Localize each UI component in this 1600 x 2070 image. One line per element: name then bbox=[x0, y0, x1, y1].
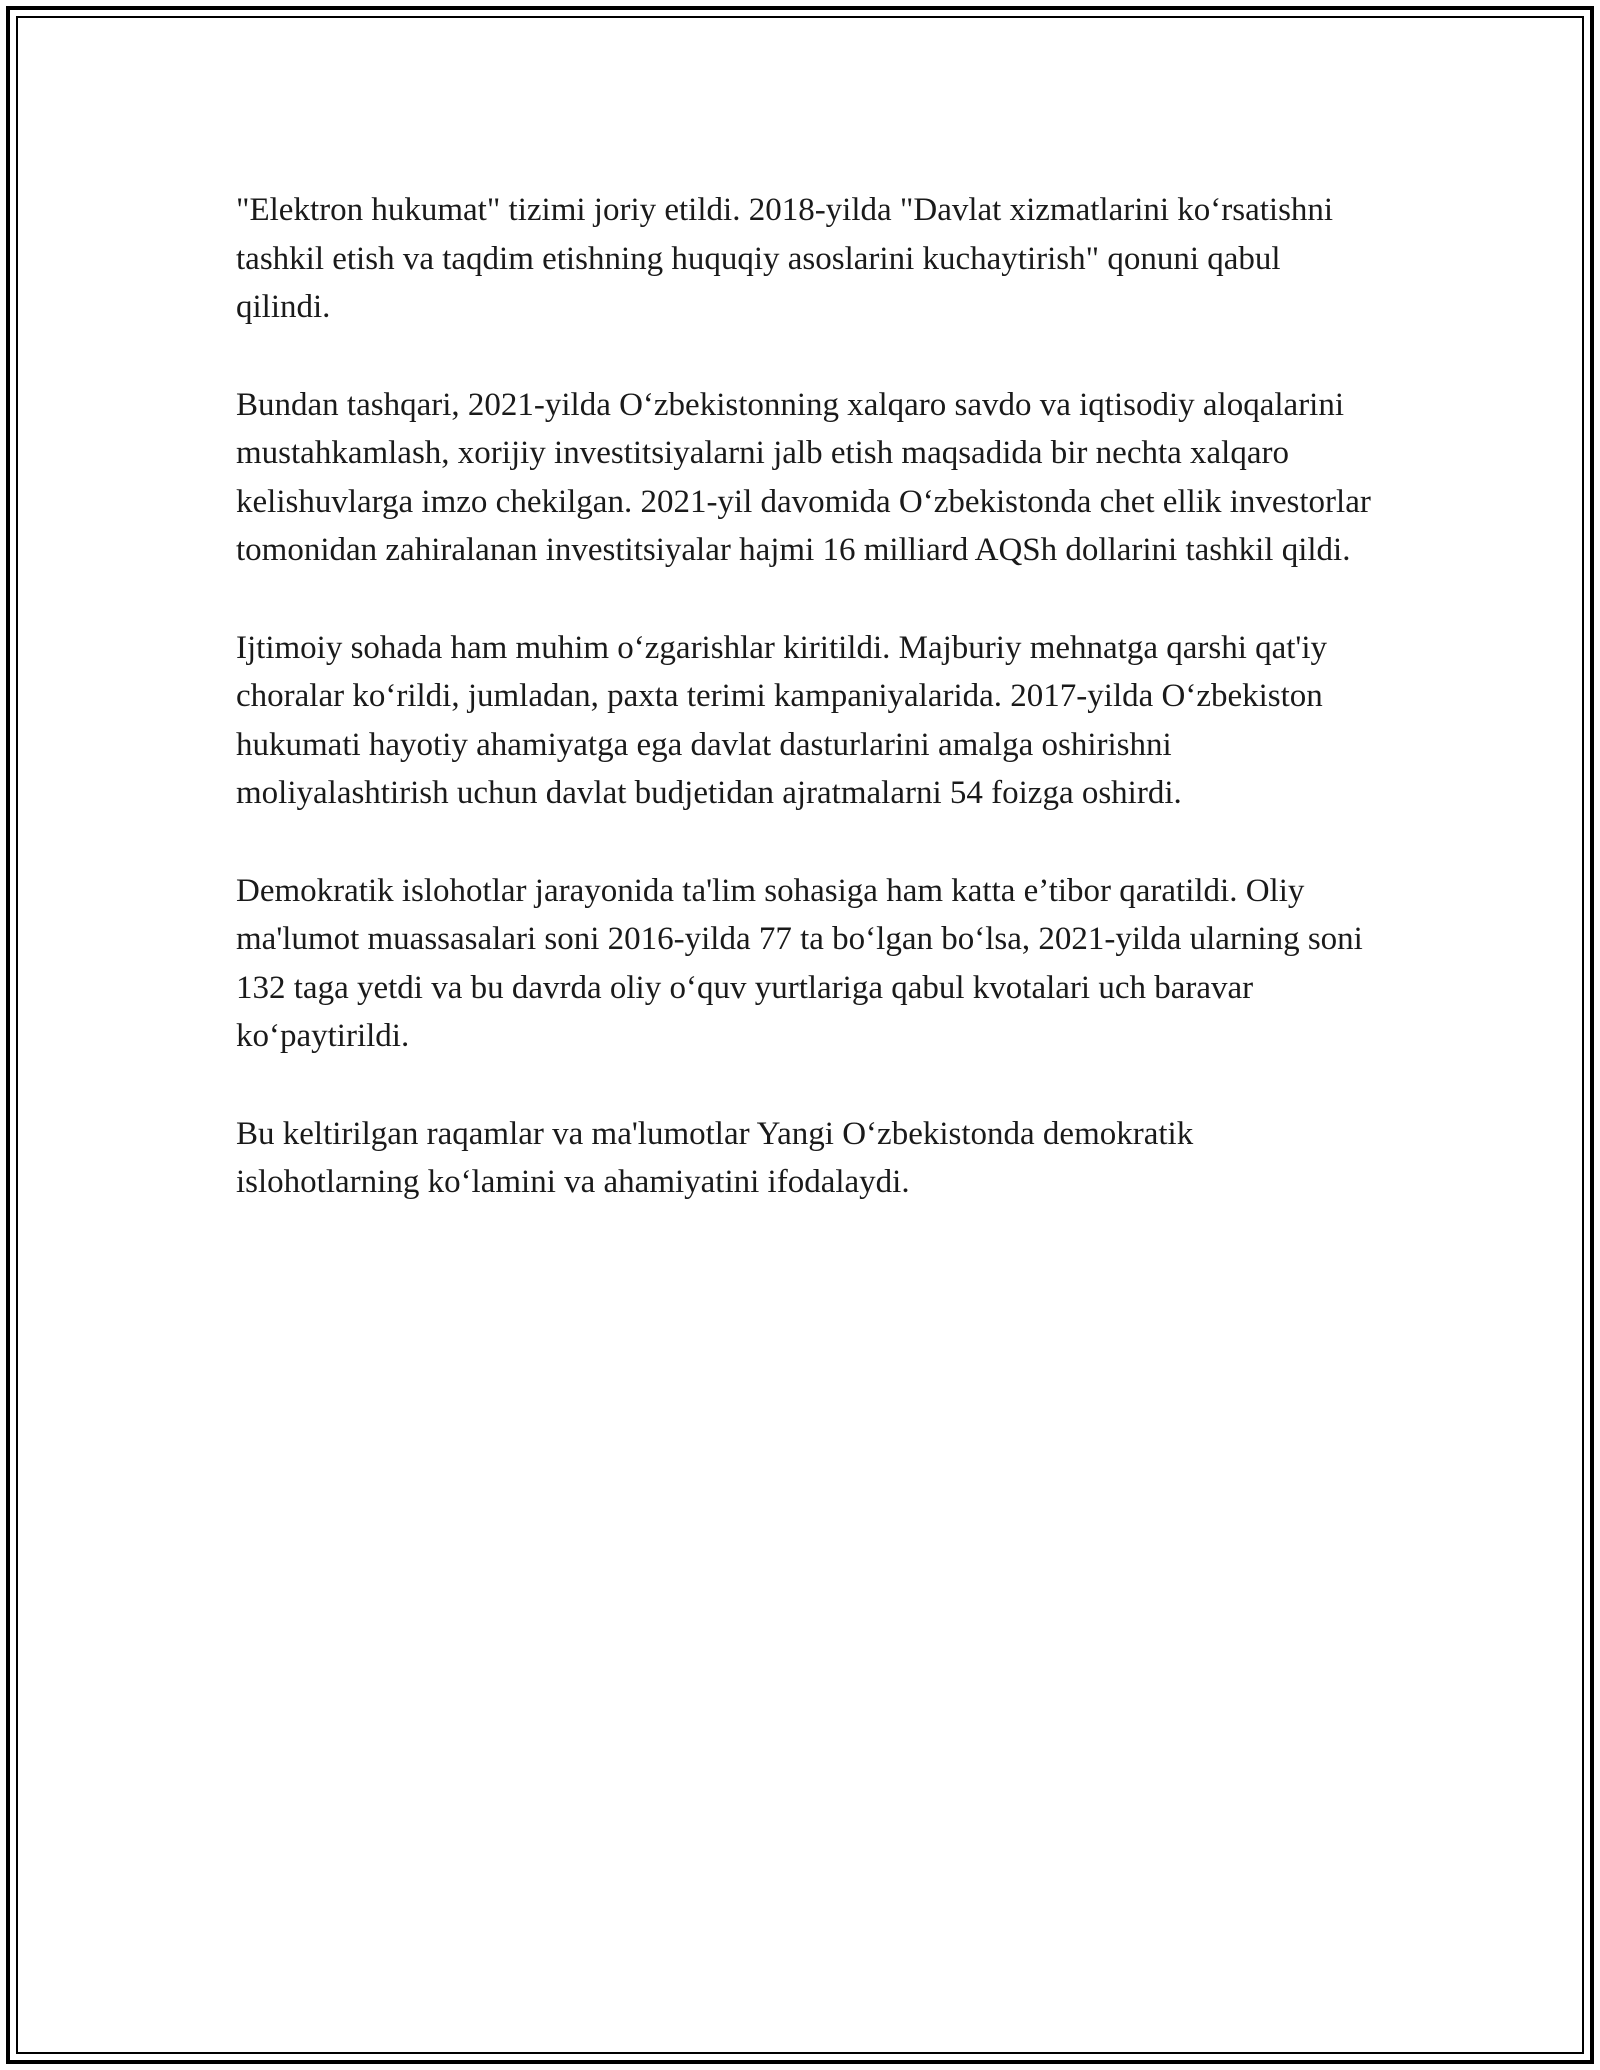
paragraph-education: Demokratik islohotlar jarayonida ta'lim sohasiga ham katta e’tibor qaratildi. Oliy ma'lumot muassasalari soni 2016-yilda 77 ta boʻlgan boʻlsa, 2021-yilda ularning soni 132 taga yetdi va bu davrda oliy oʻquv yurtlariga qabul kvotalari uch baravar koʻpaytirildi. bbox=[236, 872, 1363, 1054]
paragraph-social-sphere: Ijtimoiy sohada ham muhim oʻzgarishlar kiritildi. Majburiy mehnatga qarshi qat'iy choralar koʻrildi, jumladan, paxta terimi kampaniyalarida. 2017-yilda Oʻzbekiston hukumati hayotiy ahamiyatga ega davlat dasturlarini amalga oshirishni moliyalashtirish uchun davlat budjetidan ajratmalarni 54 foizga oshirdi. bbox=[236, 629, 1328, 811]
paragraph-e-government: "Elektron hukumat" tizimi joriy etildi. 2018-yilda "Davlat xizmatlarini koʻrsatishni tashkil etish va taqdim etishning huquqiy asoslarini kuchaytirish" qonuni qabul qilindi. bbox=[236, 192, 1334, 325]
document-body bbox=[236, 186, 1376, 1256]
paragraph-foreign-investment: Bundan tashqari, 2021-yilda Oʻzbekistonning xalqaro savdo va iqtisodiy aloqalarini mustahkamlash, xorijiy investitsiyalarni jalb etish maqsadida bir nechta xalqaro kelishuvlarga imzo chekilgan. 2021-yil davomida Oʻzbekistonda chet ellik investorlar tomonidan zahiralanan investitsiyalar hajmi 16 milliard AQSh dollarini tashkil qildi. bbox=[236, 386, 1371, 568]
paragraph-conclusion: Bu keltirilgan raqamlar va ma'lumotlar Yangi Oʻzbekistonda demokratik islohotlarning koʻlamini va ahamiyatini ifodalaydi. bbox=[236, 1115, 1194, 1200]
